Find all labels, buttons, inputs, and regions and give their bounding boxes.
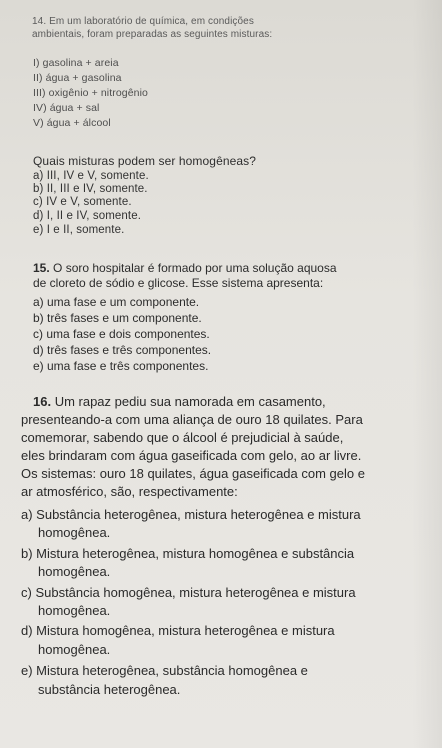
q16-option-e-line-2: substância heterogênea. (38, 682, 181, 697)
q16-number: 16. (33, 394, 52, 409)
q16-option-b-line-1: b) Mistura heterogênea, mistura homogênea e substância (21, 546, 355, 561)
q14-option-a: a) III, IV e V, somente. (33, 170, 149, 182)
q16-option-d-line-2: homogênea. (38, 642, 111, 657)
q15-option-c: c) uma fase e dois componentes. (33, 327, 210, 341)
q15-option-d: d) três fases e três componentes. (33, 343, 212, 357)
q14-option-b: b) II, III e IV, somente. (33, 183, 148, 195)
q15-number: 15. (33, 261, 50, 275)
q16-option-b-line-2: homogênea. (38, 564, 111, 579)
q16-option-e-line-1: e) Mistura heterogênea, substância homogênea e (21, 663, 308, 678)
q16-option-c-line-2: homogênea. (38, 603, 111, 618)
q14-item-1: I) gasolina + areia (33, 57, 119, 69)
q14-header-line-2: ambientais, foram preparadas as seguintes misturas: (32, 29, 273, 40)
page-edge-shadow (412, 0, 442, 748)
q16-stem-line-3: comemorar, sabendo que o álcool é prejudicial à saúde, (21, 430, 344, 445)
q14-item-3: III) oxigênio + nitrogênio (33, 87, 148, 99)
q15-option-a: a) uma fase e um componente. (33, 295, 200, 309)
q16-stem-text-1: Um rapaz pediu sua namorada em casamento, (51, 394, 326, 409)
q14-option-e: e) I e II, somente. (33, 224, 125, 236)
q14-option-c: c) IV e V, somente. (33, 196, 132, 208)
q14-option-d: d) I, II e IV, somente. (33, 210, 141, 222)
q16-option-a-line-1: a) Substância heterogênea, mistura heterogênea e mistura (21, 507, 361, 522)
q16-option-a-line-2: homogênea. (38, 525, 111, 540)
q16-stem-line-5: Os sistemas: ouro 18 quilates, água gaseificada com gelo e (21, 466, 365, 481)
q16-option-d-line-1: d) Mistura homogênea, mistura heterogênea e mistura (21, 623, 335, 638)
q14-item-2: II) água + gasolina (33, 72, 122, 84)
q16-stem-line-6: ar atmosférico, são, respectivamente: (21, 484, 238, 499)
q15-option-b: b) três fases e um componente. (33, 311, 202, 325)
q15-option-e: e) uma fase e três componentes. (33, 359, 209, 373)
q14-header-line-1: 14. Em um laboratório de química, em condições (32, 16, 254, 27)
q16-stem-line-1 (33, 394, 326, 409)
q15-stem-text-1: O soro hospitalar é formado por uma solução aquosa (49, 261, 337, 275)
q15-stem-line-1 (33, 261, 337, 275)
q15-stem-line-2: de cloreto de sódio e glicose. Esse sistema apresenta: (33, 276, 324, 290)
q16-option-c-line-1: c) Substância homogênea, mistura heterogênea e mistura (21, 585, 356, 600)
q16-stem-line-2: presenteando-a com uma aliança de ouro 18 quilates. Para (21, 412, 363, 427)
q14-item-4: IV) água + sal (33, 102, 100, 114)
q14-question: Quais misturas podem ser homogêneas? (33, 154, 257, 168)
q14-item-5: V) água + álcool (33, 117, 111, 129)
q16-stem-line-4: eles brindaram com água gaseificada com gelo, ao ar livre. (21, 448, 362, 463)
